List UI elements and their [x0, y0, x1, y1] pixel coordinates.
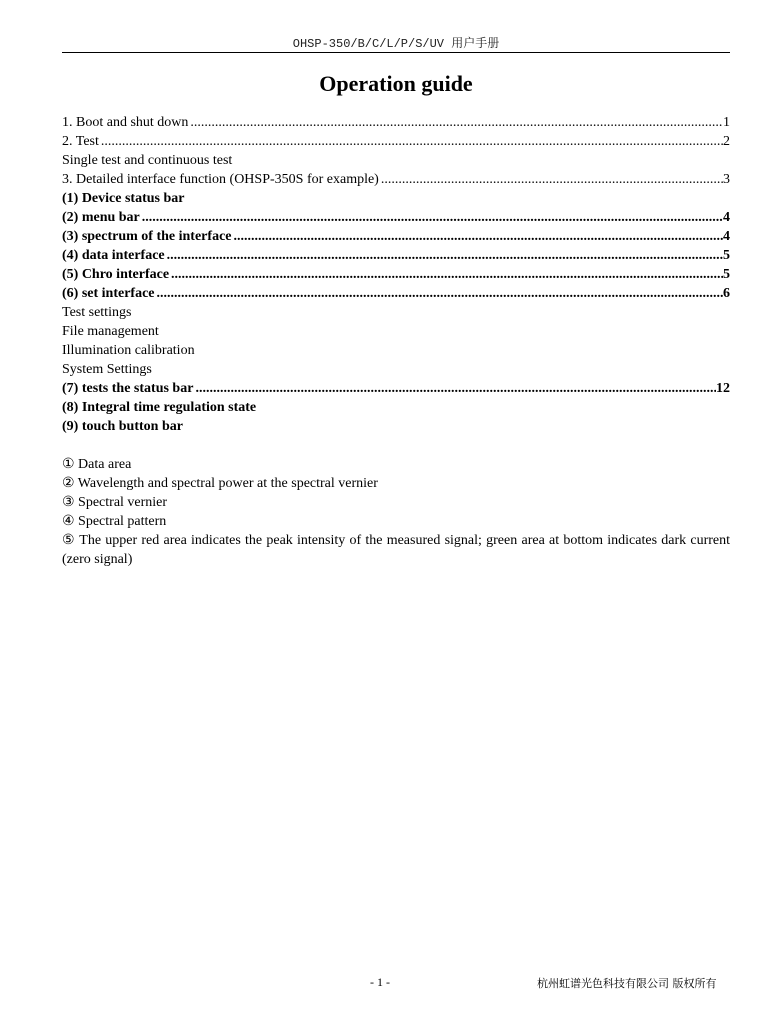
- toc-page-number: 12: [716, 381, 730, 396]
- toc-entry-label: (2) menu bar: [62, 210, 140, 225]
- toc-entry-label: (6) set interface: [62, 286, 155, 301]
- toc-page-number: 1: [723, 115, 730, 130]
- toc-entry-label: (5) Chro interface: [62, 267, 170, 282]
- toc-entry: [62, 246, 730, 265]
- toc-text-line: (8) Integral time regulation state: [62, 400, 257, 415]
- toc-entry: [62, 379, 730, 398]
- toc-text-line: File management: [62, 324, 159, 339]
- page-number: - 1 -: [370, 975, 390, 989]
- toc-page-number: 5: [723, 248, 730, 263]
- toc-text-line: System Settings: [62, 362, 152, 377]
- copyright-notice: 杭州虹谱光色科技有限公司 版权所有: [537, 977, 717, 990]
- toc-text-line: Illumination calibration: [62, 343, 195, 358]
- toc-entry-label: 3. Detailed interface function (OHSP-350S for example): [62, 172, 379, 187]
- toc-leader-dots: [167, 246, 723, 265]
- legend-item: ③ Spectral vernier: [62, 495, 168, 510]
- running-header: OHSP-350/B/C/L/P/S/UV 用户手册: [292, 37, 500, 51]
- toc-page-number: 4: [723, 229, 730, 244]
- toc-page-number: 4: [723, 210, 730, 225]
- document-body: [62, 113, 730, 569]
- legend-item: ⑤ The upper red area indicates the peak intensity of the measured signal; green area at bottom indicates dark current (zero signal): [62, 533, 730, 567]
- toc-entry: [62, 170, 730, 189]
- toc-entry-label: (7) tests the status bar: [62, 381, 194, 396]
- toc-entry: [62, 208, 730, 227]
- toc-entry-label: (3) spectrum of the interface: [62, 229, 232, 244]
- toc-entry: [62, 132, 730, 151]
- toc-entry-label: (4) data interface: [62, 248, 165, 263]
- toc-text-line: (1) Device status bar: [62, 191, 185, 206]
- toc-leader-dots: [190, 113, 723, 132]
- toc-text-line: (9) touch button bar: [62, 419, 183, 434]
- legend-list: [62, 455, 730, 569]
- toc-page-number: 6: [723, 286, 730, 301]
- toc-page-number: 5: [723, 267, 730, 282]
- legend-item: ② Wavelength and spectral power at the spectral vernier: [62, 476, 378, 491]
- toc-leader-dots: [142, 208, 723, 227]
- legend-item: ④ Spectral pattern: [62, 514, 167, 529]
- section-gap: [62, 436, 730, 455]
- header-rule: [62, 52, 730, 53]
- toc-leader-dots: [381, 170, 723, 189]
- toc-page-number: 3: [723, 172, 730, 187]
- legend-item: ① Data area: [62, 457, 132, 472]
- toc-leader-dots: [234, 227, 724, 246]
- table-of-contents: [62, 113, 730, 436]
- toc-entry-label: 2. Test: [62, 134, 99, 149]
- toc-text-line: Single test and continuous test: [62, 153, 233, 168]
- toc-entry: [62, 113, 730, 132]
- toc-leader-dots: [157, 284, 723, 303]
- toc-entry-label: 1. Boot and shut down: [62, 115, 189, 130]
- toc-entry: [62, 227, 730, 246]
- page-title: Operation guide: [319, 71, 473, 96]
- toc-page-number: 2: [723, 134, 730, 149]
- toc-text-line: Test settings: [62, 305, 132, 320]
- toc-leader-dots: [101, 132, 723, 151]
- toc-entry: [62, 265, 730, 284]
- toc-leader-dots: [171, 265, 723, 284]
- toc-leader-dots: [195, 379, 716, 398]
- toc-entry: [62, 284, 730, 303]
